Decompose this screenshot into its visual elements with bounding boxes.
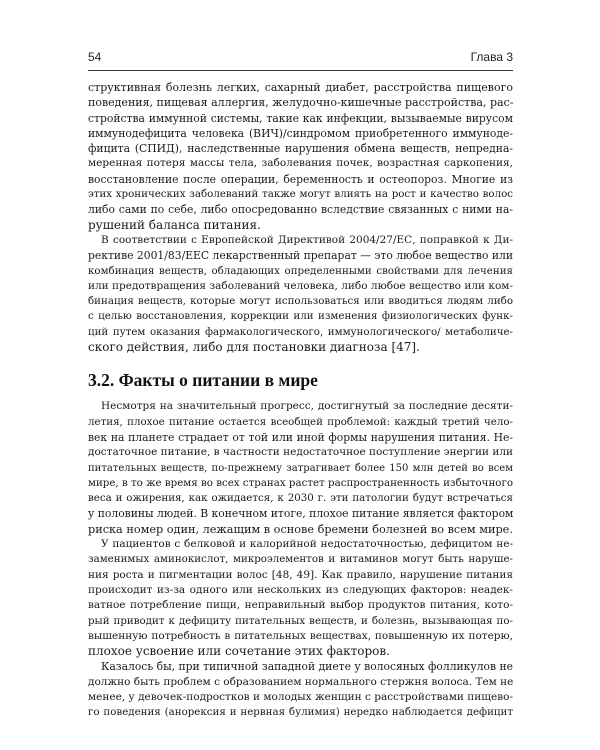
header-rule (88, 70, 513, 71)
text-line: меренная потеря массы тела, заболевания почек, возрастная саркопения, (88, 157, 513, 170)
text-line: с целью восстановления, коррекции или изменения физиологических функ- (88, 310, 513, 323)
text-line: го поведения (анорексия и нервная булимия) нередко наблюдается дефицит (88, 706, 513, 719)
text-line: ского действия, либо для постановки диагноза [47]. (88, 340, 420, 355)
paragraph (88, 233, 513, 355)
text-line: менее, у девочек-подростков и молодых женщин с расстройствами пищево- (88, 690, 513, 703)
text-line: фицита (СПИД), наследственные нарушения обмена веществ, непредна- (88, 142, 513, 156)
section-heading: 3.2. Факты о питании в мире (88, 370, 318, 391)
text-line: заменимых аминокислот, микроэлементов и витаминов могут быть наруше- (88, 553, 513, 566)
text-line: У пациентов с белковой и калорийной недостаточностью, дефицитом не- (101, 538, 513, 551)
text-line: стройства иммунной системы, такие как инфекции, вызываемые вирусом (88, 111, 513, 125)
paragraph (88, 659, 513, 720)
text-line: у половины людей. В конечном итоге, плохое питание является фактором (88, 507, 513, 521)
paragraph (88, 399, 513, 537)
page-body (88, 80, 513, 721)
text-line: происходит из-за одного или нескольких из следующих факторов: неадек- (88, 583, 513, 596)
text-line: или предотвращения заболеваний человека, либо любое вещество или ком- (88, 279, 513, 292)
text-line: достаточное питание, в частности недостаточное поступление энергии или (88, 446, 513, 459)
chapter-title: Глава 3 (470, 50, 513, 64)
running-head (88, 50, 513, 70)
text-line: рый приводит к дефициту питательных веществ, и болезнь, вызывающая по- (88, 614, 513, 627)
text-line: рушений баланса питания. (88, 217, 261, 232)
text-line: ций путем оказания фармакологического, иммунологического/ метаболиче- (88, 325, 513, 338)
text-line: питательных веществ, по-прежнему затрагивает более 150 млн детей во всем (88, 462, 513, 474)
text-line: вышенную потребность в питательных веществах, повышенную их потерю, (88, 629, 513, 642)
paragraph (88, 80, 513, 233)
text-line: структивная болезнь легких, сахарный диабет, расстройства пищевого (88, 81, 513, 94)
text-line: должно быть проблем с образованием нормального стержня волоса. Тем не (88, 675, 513, 688)
text-line: иммунодефицита человека (ВИЧ)/синдромом приобретенного иммуноде- (88, 126, 513, 140)
text-line: летия, плохое питание остается всеобщей проблемой: каждый третий чело- (88, 415, 513, 428)
text-line: риска номер один, лежащим в основе бремени болезней во всем мире. (88, 522, 513, 536)
text-line: Казалось бы, при типичной западной диете у волосяных фолликулов не (101, 660, 513, 674)
text-line: мире, в то же время во всех странах растет распространенность избыточного (88, 476, 513, 489)
text-line: ватное потребление пищи, неправильный выбор продуктов питания, кото- (88, 599, 513, 612)
page-number: 54 (88, 50, 102, 64)
text-line: этих хронических заболеваний также могут влиять на рост и качество волос (88, 188, 513, 201)
text-line: плохое усвоение или сочетание этих факторов. (88, 644, 390, 659)
text-line: комбинация веществ, обладающих определенными свойствами для лечения (88, 264, 513, 277)
text-line: бинация веществ, которые могут использоваться или вводиться людям либо (88, 295, 513, 308)
paragraph (88, 537, 513, 659)
text-line: веса и ожирения, как ожидается, к 2030 г. эти патологии будут встречаться (88, 492, 513, 505)
text-line: век на планете страдает от той или иной формы нарушения питания. Не- (88, 430, 513, 444)
text-line: восстановление после операции, беременность и остеопороз. Многие из (88, 172, 513, 186)
text-line: поведения, пищевая аллергия, желудочно-кишечные расстройства, рас- (88, 96, 513, 110)
text-line: В соответствии с Европейской Директивой 2004/27/ЕС, поправкой к Ди- (101, 233, 513, 246)
text-line: Несмотря на значительный прогресс, достигнутый за последние десяти- (101, 400, 513, 413)
text-line: ния роста и пигментации волос [48, 49]. Как правило, нарушение питания (88, 568, 513, 581)
text-line: либо сами по себе, либо опосредованно вследствие связанных с ними на- (88, 203, 513, 217)
text-line: рективе 2001/83/ЕЕС лекарственный препарат — это любое вещество или (88, 249, 513, 263)
